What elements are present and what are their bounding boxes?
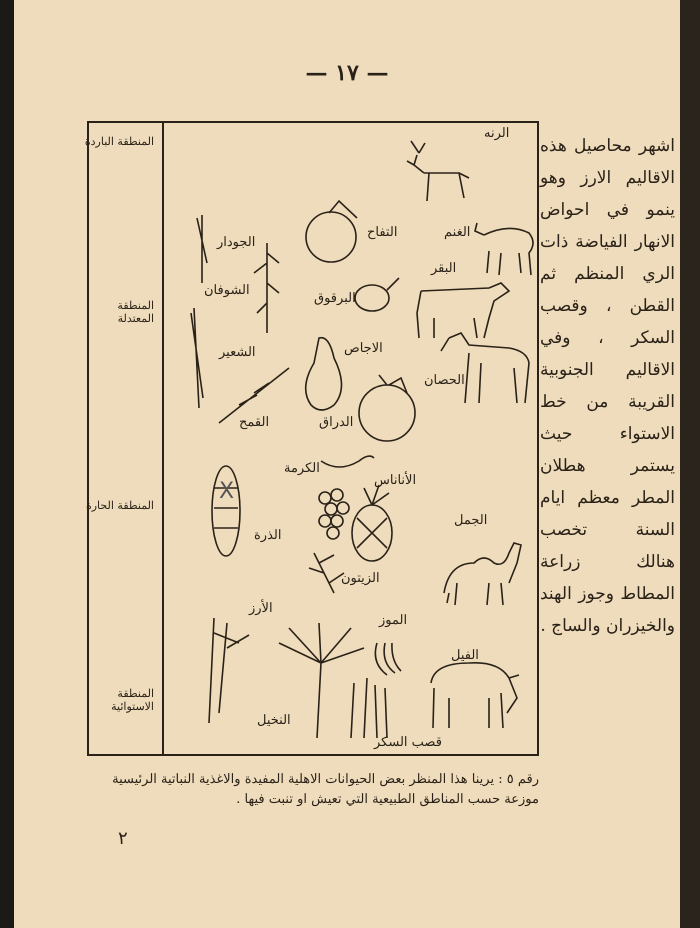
label-olive: الزيتون — [341, 571, 380, 586]
page-number: — ١٧ — — [305, 60, 389, 86]
pencil-mark: X — [219, 479, 235, 504]
label-banana: الموز — [379, 613, 408, 628]
sheep-drawing — [475, 223, 533, 275]
label-barley: الشعير — [219, 345, 256, 360]
label-grapes: الكرمة — [284, 461, 320, 476]
elephant-drawing — [431, 663, 519, 728]
label-oats: الشوفان — [204, 283, 250, 298]
label-rice: الأرز — [249, 601, 273, 616]
label-sheep: الغنم — [444, 225, 471, 240]
caption-line-2: موزعة حسب المناطق الطبيعية التي تعيش او تنبت فيها . — [236, 792, 539, 807]
label-elephant: الفيل — [451, 648, 479, 663]
zone-temperate: المنطقة المعتدلة — [117, 299, 154, 325]
label-rye: الجودار — [217, 235, 256, 250]
zone-cold: المنطقة الباردة — [84, 135, 154, 148]
horse-drawing — [441, 333, 529, 403]
body-text: اشهر محاصيل هذه الاقاليم الارز وهو ينمو في احواض الانهار الفياضة ذات الري المنظم ثم القطن ، وقصب السكر ، وفي الاقاليم الجنوبية القريبة من خط الاستواء حيث يستمر هطلان المطر معظم ايام السنة تخصب هنالك زراعة المطاط وجوز الهند والخيزران والساج . — [540, 136, 675, 636]
figure-caption — [84, 770, 539, 810]
label-wheat: القمح — [239, 415, 270, 430]
zone-equatorial: المنطقة الاستوائية — [111, 687, 154, 713]
cow-drawing — [417, 283, 509, 338]
label-plum: البرقوق — [314, 291, 356, 306]
page-edge — [680, 0, 700, 928]
label-horse: الحصان — [424, 373, 465, 388]
label-pineapple: الأناناس — [374, 473, 417, 488]
caption-line-1: رقم ٥ : يرينا هذا المنظر بعض الحيوانات الاهلية المفيدة والاغذية النباتية الرئيسية — [112, 772, 539, 787]
label-cow: البقر — [431, 261, 457, 276]
label-sugarcane: قصب السكر — [374, 735, 442, 750]
book-page — [14, 0, 680, 928]
zone-hot: المنطقة الحارة — [85, 499, 154, 512]
label-palm: النخيل — [257, 713, 291, 728]
label-corn: الذرة — [254, 528, 282, 543]
label-camel: الجمل — [454, 513, 488, 528]
label-reindeer: الرنه — [484, 126, 510, 141]
camel-drawing — [444, 543, 521, 605]
reindeer-drawing — [407, 141, 469, 201]
footer-number: ٢ — [118, 828, 128, 849]
label-apple: التفاح — [367, 225, 398, 240]
figure-5 — [84, 121, 539, 756]
label-pear: الاجاص — [344, 341, 383, 356]
label-peach: الدراق — [319, 415, 354, 430]
